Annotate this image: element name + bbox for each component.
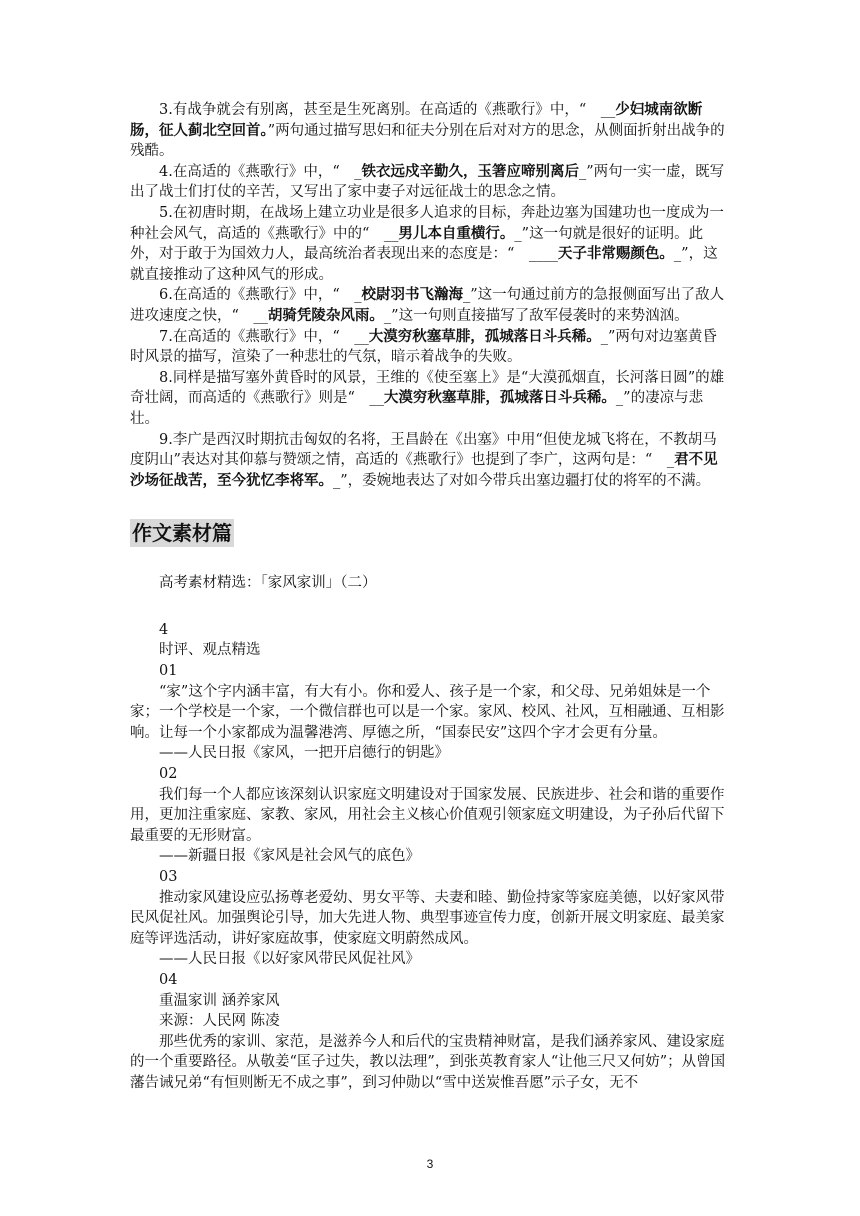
item-number: 02 bbox=[159, 766, 178, 783]
item-number: 03 bbox=[159, 869, 178, 885]
item-text: 我们每一个人都应该深刻认识家庭文明建设对于国家发展、民族进步、社会和谐的重要作用，更加注重家庭、家教、家风，用社会主义核心价值观引领家庭文明建设，为子孙后代留下最重要的无形财富。 bbox=[130, 786, 725, 844]
item-text: 那些优秀的家训、家范，是滋养今人和后代的宝贵精神财富，是我们涵养家风、建设家庭的一个重要路径。从敬姜“匡子过失，教以法理”，到张英教育家人“让他三尺又何妨”；从曾国藩告诫兄弟“有恒则断无不成之事”，到习仲勋以“雪中送炭惟吾愿”示子女，无不 bbox=[130, 1033, 726, 1091]
quiz-answer: 铁衣远戍辛勤久，玉箸应啼别离后 bbox=[361, 162, 579, 180]
quiz-answer: 校尉羽书飞瀚海 bbox=[361, 286, 463, 304]
item-source: ——人民日报《以好家风带民风促社风》 bbox=[159, 951, 420, 968]
quiz-item-5: 5.在初唐时期，在战场上建立功业是很多人追求的目标，奔赴边塞为国建功也一度成为一种社会风气，高适的《燕歌行》中的“ __男儿本自重横行。_”这一句就是很好的证明。此外，对于敢于为国效力人，最高统治者表现出来的态度是：“ ____天子非常赐颜色。_”，这就直接推动了这种风气的形成。 bbox=[130, 204, 724, 283]
material-title: 高考素材精选：「家风家训」（二） bbox=[159, 575, 377, 592]
quiz-answer: 胡骑凭陵杂风雨。 bbox=[267, 306, 384, 324]
quiz-item-9: 9.李广是西汉时期抗击匈奴的名将，王昌龄在《出塞》中用“但使龙城飞将在，不教胡马度阴山”表达对其仰慕与赞颂之情，高适的《燕歌行》也提到了李广，这两句是：“ _君不见沙场征战苦，至今犹忆李将军。_”，委婉地表达了对如今带兵出塞边疆打仗的将军的不满。 bbox=[130, 431, 718, 489]
quiz-answer: 君不见沙场征战苦，至今犹忆李将军。 bbox=[130, 451, 718, 489]
quiz-item-6: 6.在高适的《燕歌行》中，“ _校尉羽书飞瀚海_”这一句通过前方的急报侧面写出了敌人进攻速度之快，“ __胡骑凭陵杂风雨。_”这一句则直接描写了敌军侵袭时的来势汹汹。 bbox=[130, 286, 725, 324]
item-source: ——人民日报《家风，一把开启德行的钥匙》 bbox=[159, 745, 449, 762]
quiz-item-7: 7.在高适的《燕歌行》中，“ __大漠穷秋塞草腓，孤城落日斗兵稀。_”两句对边塞黄昏时风景的描写，渲染了一种悲壮的气氛，暗示着战争的失败。 bbox=[130, 327, 717, 366]
quiz-item-4: 4.在高适的《燕歌行》中，“ _铁衣远戍辛勤久，玉箸应啼别离后_”两句一实一虚，既写出了战士们打仗的辛苦，又写出了家中妻子对远征战士的思念之情。 bbox=[130, 162, 725, 201]
quiz-answer: 少妇城南欲断肠，征人蓟北空回首。 bbox=[130, 101, 703, 139]
quiz-answer: 大漠穷秋塞草腓，孤城落日斗兵稀。 bbox=[368, 327, 601, 345]
page-number: 3 bbox=[426, 1157, 434, 1171]
section-heading: 作文素材篇 bbox=[132, 521, 232, 546]
quiz-answer: 天子非常赐颜色。 bbox=[557, 245, 674, 263]
quiz-answer: 男儿本自重横行。 bbox=[398, 224, 515, 242]
page-content bbox=[130, 100, 728, 1094]
part-number: 4 bbox=[159, 621, 169, 638]
item-number: 04 bbox=[159, 971, 178, 988]
part-title: 时评、观点精选 bbox=[159, 642, 261, 659]
item-text: “家”这个字内涵丰富，有大有小。你和爱人、孩子是一个家，和父母、兄弟姐妹是一个家；一个学校是一个家，一个微信群也可以是一个家。家风、校风、社风，互相融通、互相影响。让每一个小家都成为温馨港湾、厚德之所，“国泰民安”这四个字才会更有分量。 bbox=[130, 683, 725, 741]
quiz-answer: 大漠穷秋塞草腓，孤城落日斗兵稀。 bbox=[383, 389, 616, 407]
item-source: 来源：人民网 陈凌 bbox=[159, 1013, 280, 1030]
item-title: 重温家训 涵养家风 bbox=[159, 992, 280, 1009]
quiz-item-3: 3.有战争就会有别离，甚至是生死离别。在高适的《燕歌行》中，“ __少妇城南欲断肠，征人蓟北空回首。”两句通过描写思妇和征夫分别在后对对方的思念，从侧面折射出战争的残酷。 bbox=[130, 101, 725, 160]
item-source: ——新疆日报《家风是社会风气的底色》 bbox=[159, 848, 420, 865]
quiz-item-8: 8.同样是描写塞外黄昏时的风景，王维的《使至塞上》是“大漠孤烟直，长河落日圆”的雄奇壮阔，而高适的《燕歌行》则是“ __大漠穷秋塞草腓，孤城落日斗兵稀。_”的凄凉与悲壮。 bbox=[130, 369, 725, 427]
item-text: 推动家风建设应弘扬尊老爱幼、男女平等、夫妻和睦、勤俭持家等家庭美德，以好家风带民风促社风。加强舆论引导，加大先进人物、典型事迹宣传力度，创新开展文明家庭、最美家庭等评选活动，讲好家庭故事，使家庭文明蔚然成风。 bbox=[130, 889, 725, 947]
item-number: 01 bbox=[159, 663, 178, 680]
